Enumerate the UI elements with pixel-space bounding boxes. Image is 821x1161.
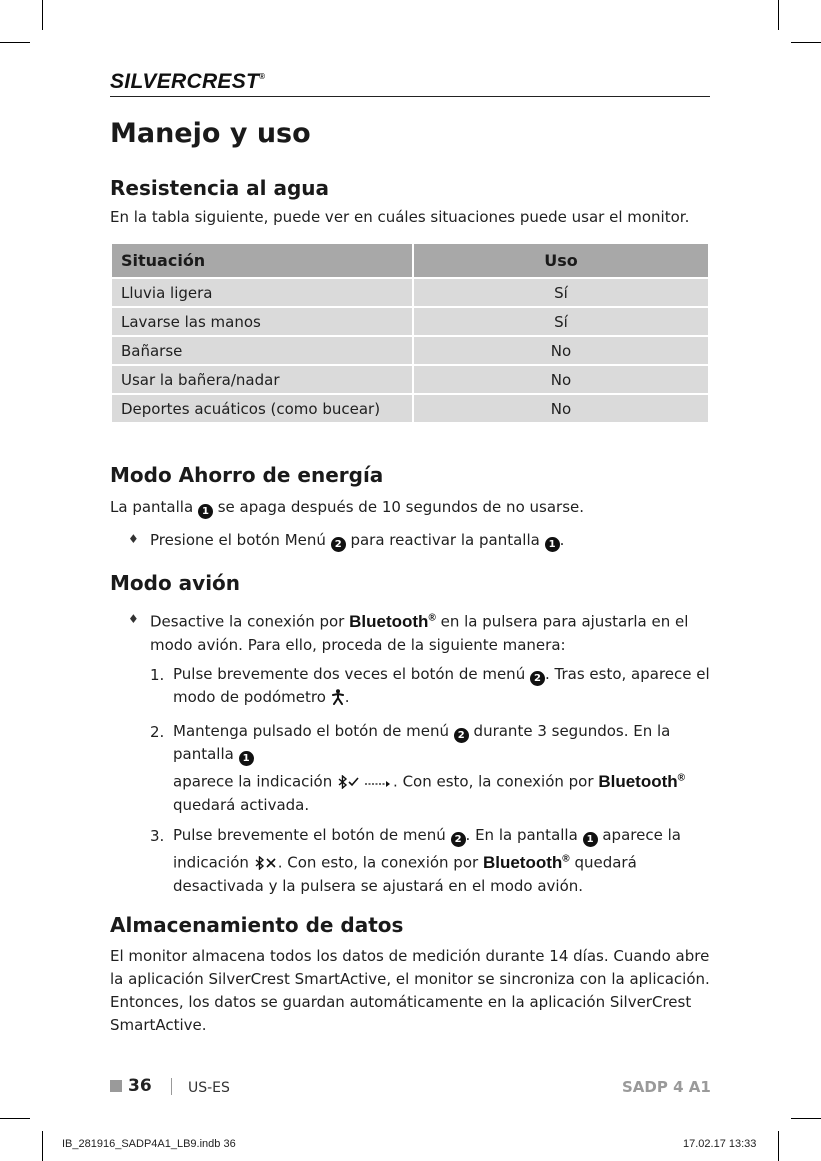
header-rule	[110, 96, 710, 97]
text-run: . En la pantalla	[465, 826, 578, 844]
column-header-uso: Uso	[413, 243, 709, 278]
table-cell: Lavarse las manos	[111, 307, 413, 336]
print-slug-date: 17.02.17 13:33	[683, 1138, 757, 1150]
text-run: Bluetooth	[349, 611, 429, 631]
text-run: Mantenga pulsado el botón de menú	[173, 722, 449, 740]
table-cell: Deportes acuáticos (como bucear)	[111, 394, 413, 423]
table-cell: No	[413, 394, 709, 423]
bullet-icon: ♦	[128, 612, 139, 626]
crop-mark	[0, 42, 30, 43]
column-header-situacion: Situación	[111, 243, 413, 278]
airplane-heading: Modo avión	[110, 571, 241, 595]
crop-mark	[791, 42, 821, 43]
text-run: quedará activada.	[173, 795, 310, 814]
water-heading: Resistencia al agua	[110, 176, 330, 200]
table-row	[111, 365, 709, 394]
menu-button-marker-icon: 2	[454, 728, 469, 743]
page-title: Manejo y uso	[110, 118, 311, 149]
storage-heading: Almacenamiento de datos	[110, 913, 404, 937]
text-run: quedará desactivada y la pulsera se ajustará en el modo avión.	[173, 853, 637, 895]
display-marker-icon: 1	[545, 537, 560, 552]
table-cell: Sí	[413, 278, 709, 307]
bluetooth-connected-icon	[337, 775, 393, 789]
table-cell: Bañarse	[111, 336, 413, 365]
page-number: 36	[128, 1076, 152, 1096]
text-run: Pulse brevemente el botón de menú	[173, 826, 446, 844]
text-run: Bluetooth	[598, 771, 678, 791]
energy-heading: Modo Ahorro de energía	[110, 463, 384, 487]
bluetooth-wordmark	[483, 853, 570, 872]
menu-button-marker-icon: 2	[451, 832, 466, 847]
table-cell: Sí	[413, 307, 709, 336]
footer-language: US-ES	[188, 1080, 230, 1096]
step-3-text	[173, 824, 718, 898]
energy-text	[110, 498, 584, 519]
text-run: .	[344, 688, 350, 706]
text-run: durante 3 segundos. En la pantalla	[173, 722, 671, 763]
text-run: . Con esto, la conexión por	[277, 853, 479, 872]
step-2-text	[173, 720, 718, 817]
text-run: ®	[677, 772, 686, 783]
menu-button-marker-icon: 2	[331, 537, 346, 552]
text-run: Desactive la conexión por	[150, 612, 345, 631]
table-header-row	[111, 243, 709, 278]
table-cell: Usar la bañera/nadar	[111, 365, 413, 394]
table-row	[111, 307, 709, 336]
storage-text: El monitor almacena todos los datos de medición durante 14 días. Cuando abre la aplicación SilverCrest SmartActive, el monitor se sincroniza con la aplicación. Entonces, los datos se guardan automáticamente en la aplicación SilverCrest SmartActive.	[110, 947, 710, 1034]
text-run: aparece la indicación	[173, 826, 681, 872]
text-run: Presione el botón Menú	[150, 531, 326, 549]
step-number: 1.	[150, 666, 165, 684]
bullet-icon: ♦	[128, 532, 139, 546]
text-run: en la pulsera para ajustarla en el modo avión. Para ello, proceda de la siguiente manera:	[150, 612, 689, 654]
crop-mark	[42, 1131, 43, 1161]
bluetooth-wordmark	[598, 772, 685, 791]
crop-mark	[0, 1118, 30, 1119]
table-row	[111, 336, 709, 365]
pedometer-icon	[331, 689, 345, 705]
text-run: se apaga después de 10 segundos de no usarse.	[217, 498, 585, 516]
table-row	[111, 394, 709, 423]
text-run: .	[559, 531, 565, 549]
crop-mark	[778, 1131, 779, 1161]
brand-name: SILVERCREST	[110, 70, 260, 93]
brand-logo	[110, 70, 265, 94]
table-cell: Lluvia ligera	[111, 278, 413, 307]
text-run: . Tras esto, aparece el modo de podómetro	[173, 665, 710, 706]
crop-mark	[778, 0, 779, 30]
airplane-bullet-text	[150, 606, 715, 657]
bluetooth-wordmark	[349, 612, 436, 631]
display-marker-icon: 1	[198, 504, 213, 519]
text-run: Bluetooth	[482, 852, 563, 872]
table-cell: No	[413, 365, 709, 394]
text-run: aparece la indicación	[173, 772, 333, 791]
text-run: ®	[428, 612, 436, 623]
water-resistance-table	[110, 242, 710, 424]
text-run: para reactivar la pantalla	[350, 531, 540, 549]
water-intro: En la tabla siguiente, puede ver en cuáles situaciones puede usar el monitor.	[110, 208, 690, 226]
print-slug-file: IB_281916_SADP4A1_LB9.indb 36	[62, 1138, 236, 1150]
display-marker-icon: 1	[583, 832, 598, 847]
table-cell: No	[413, 336, 709, 365]
text-run: ®	[562, 853, 570, 864]
step-1-text	[173, 663, 718, 709]
text-run: Pulse brevemente dos veces el botón de menú	[173, 665, 526, 683]
display-marker-icon: 1	[239, 751, 254, 766]
crop-mark	[42, 0, 43, 30]
crop-mark	[791, 1118, 821, 1119]
footer-model: SADP 4 A1	[622, 1078, 711, 1096]
bluetooth-disconnected-icon	[254, 856, 278, 870]
table-row	[111, 278, 709, 307]
footer-square-icon	[110, 1080, 122, 1092]
energy-bullet-text	[150, 529, 715, 552]
text-run: La pantalla	[110, 498, 194, 516]
step-number: 3.	[150, 827, 165, 845]
menu-button-marker-icon: 2	[530, 671, 545, 686]
text-run: . Con esto, la conexión por	[393, 772, 594, 791]
brand-registered-mark: ®	[259, 72, 266, 81]
footer-divider	[171, 1078, 172, 1095]
step-number: 2.	[150, 723, 165, 741]
